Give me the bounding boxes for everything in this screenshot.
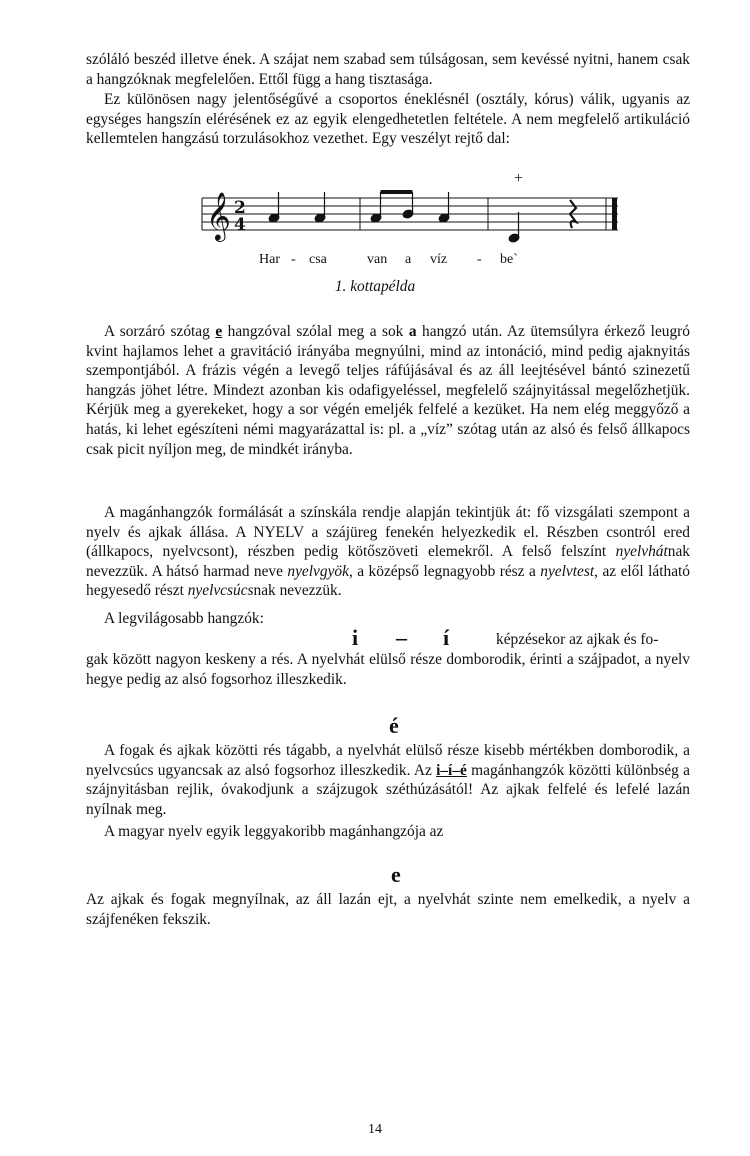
paragraph-4 [86,503,690,601]
page-number: 14 [368,1122,382,1137]
highlighted-vowels: i–í–é [436,761,467,779]
lyric-syllable: van [367,252,388,267]
text-run: hangzó után. Az ütemsúlyra érkező leugró kvint hajlamos lehet a gravitáció irányába megnyúlni, mind az intonáció, mind pedig ajaknyitás szempontjából. A frázis végén a levegő teljes ráfújásával és az áll leejtésével bántó szinezetű hangzás jöhet létre. Mindezt azonban kis odafigyeléssel, megfelelő szájnyitással megelőzhetjük. Kérjük meg a gyerekeket, hogy a sor végén emeljék felfelé a kezüket. Ha nem elég meggyőző a hatás, ki lehet egészíteni némi magyarázattal is: pl. a „víz” szótag után az alsó és felső állkapocs csak picit nyíljon meg, de mindkét irányba. [86,323,691,458]
vowel-dash: – [396,625,407,650]
paragraph-2: Ez különösen nagy jelentőségűvé a csoportos éneklésnél (osztály, kórus) válik, ugyanis az egységes hangszín elérésének ez az egyik elengedhetetlen feltétele. A nem megfelelő artikuláció kellemtelen hangzású torzulásokhoz vezethet. Egy veszélyt rejtő dal: [86,91,690,148]
text-run: A sorzáró szótag [104,323,216,340]
lyric-hyphen: - [291,252,296,267]
vowel-e: e [391,862,401,887]
paragraph-9: Az ajkak és fogak megnyílnak, az áll lazán ejt, a nyelvhát szinte nem emelkedik, a nyelv a szájfenéken fekszik. [86,891,690,928]
time-sig-top: 2 [234,198,246,218]
term-italic: nyelvtest [540,562,595,580]
note-beam [381,190,413,194]
time-sig-bottom: 4 [234,215,246,235]
paragraph-6-start: képzésekor az ajkak és fo- [496,631,659,648]
text-run: A magánhangzók formálását a színskála rendje alapján tekintjük át: fő vizsgálati szempont a nyelv és ajkak állása. A NYELV a szájüreg fenekén helyezkedik el. Részben csontról ered (állkapocs, nyelvcsont), részben pedig kötőszöveti elemekről. A felső felszínt [86,504,690,561]
term-italic: nyelvgyök [287,562,349,580]
final-barline [612,198,617,230]
lyric-syllable: a [405,252,412,267]
lyric-syllable: csa [309,252,327,267]
highlighted-letter: e [215,323,223,340]
paragraph-1: szóláló beszéd illetve ének. A szájat nem szabad sem túlságosan, sem kevéssé nyitni, hanem csak a hangzóknak megfelelően. Ettől függ a hang tisztasága. [86,51,690,88]
treble-clef-icon: 𝄞 [206,191,231,240]
text-run: hangzóval szólal meg a sok [222,323,409,340]
vowel-i: i [352,625,359,650]
lyric-hyphen: - [477,252,482,267]
term-italic: nyelvcsúcs [187,582,254,600]
vowel-e-acute: é [389,713,399,738]
text-run: magánhangzók közötti különbség a szájnyitásban rejlik, óvakodjunk a szájzugok széthúzásától! Az ajkak felfelé és lefelé lazán nyílnak meg. [86,761,690,818]
paragraph-3 [86,322,690,459]
lyric-syllable: Har [259,252,280,267]
lyric-syllable: be` [500,252,518,267]
paragraph-5: A legvilágosabb hangzók: [104,610,264,627]
text-run: , a középső legnagyobb rész a [348,562,541,580]
term-italic: nyelvhát [615,543,668,561]
text-run: nak nevezzük. [253,582,342,600]
text-run: A fogak és ajkak közötti rés tágabb, a nyelvhát elülső része kisebb mértékben domborodik, a nyelvcsúcs ugyancsak az alsó fogsorhoz illeszkedik. Az [86,742,690,779]
paragraph-7 [86,741,690,819]
vowel-i-long: í [443,625,450,650]
paragraph-6: gak között nagyon keskeny a rés. A nyelvhát elülső része domborodik, érinti a szájpadot, a nyelv hegye pedig az alsó fogsorhoz illeszkedik. [86,651,690,688]
music-staff [198,186,628,248]
highlighted-letter: a [408,323,417,340]
music-example-caption: 1. kottapélda [334,278,416,295]
lyric-syllable: víz [430,252,448,267]
text-run: , az elől látható hegyesedő részt [86,562,690,600]
paragraph-8: A magyar nyelv egyik leggyakoribb magánhangzója az [104,823,444,840]
text-run: nak nevezzük. A hátsó harmad neve [86,543,690,580]
plus-sign: + [514,170,524,187]
